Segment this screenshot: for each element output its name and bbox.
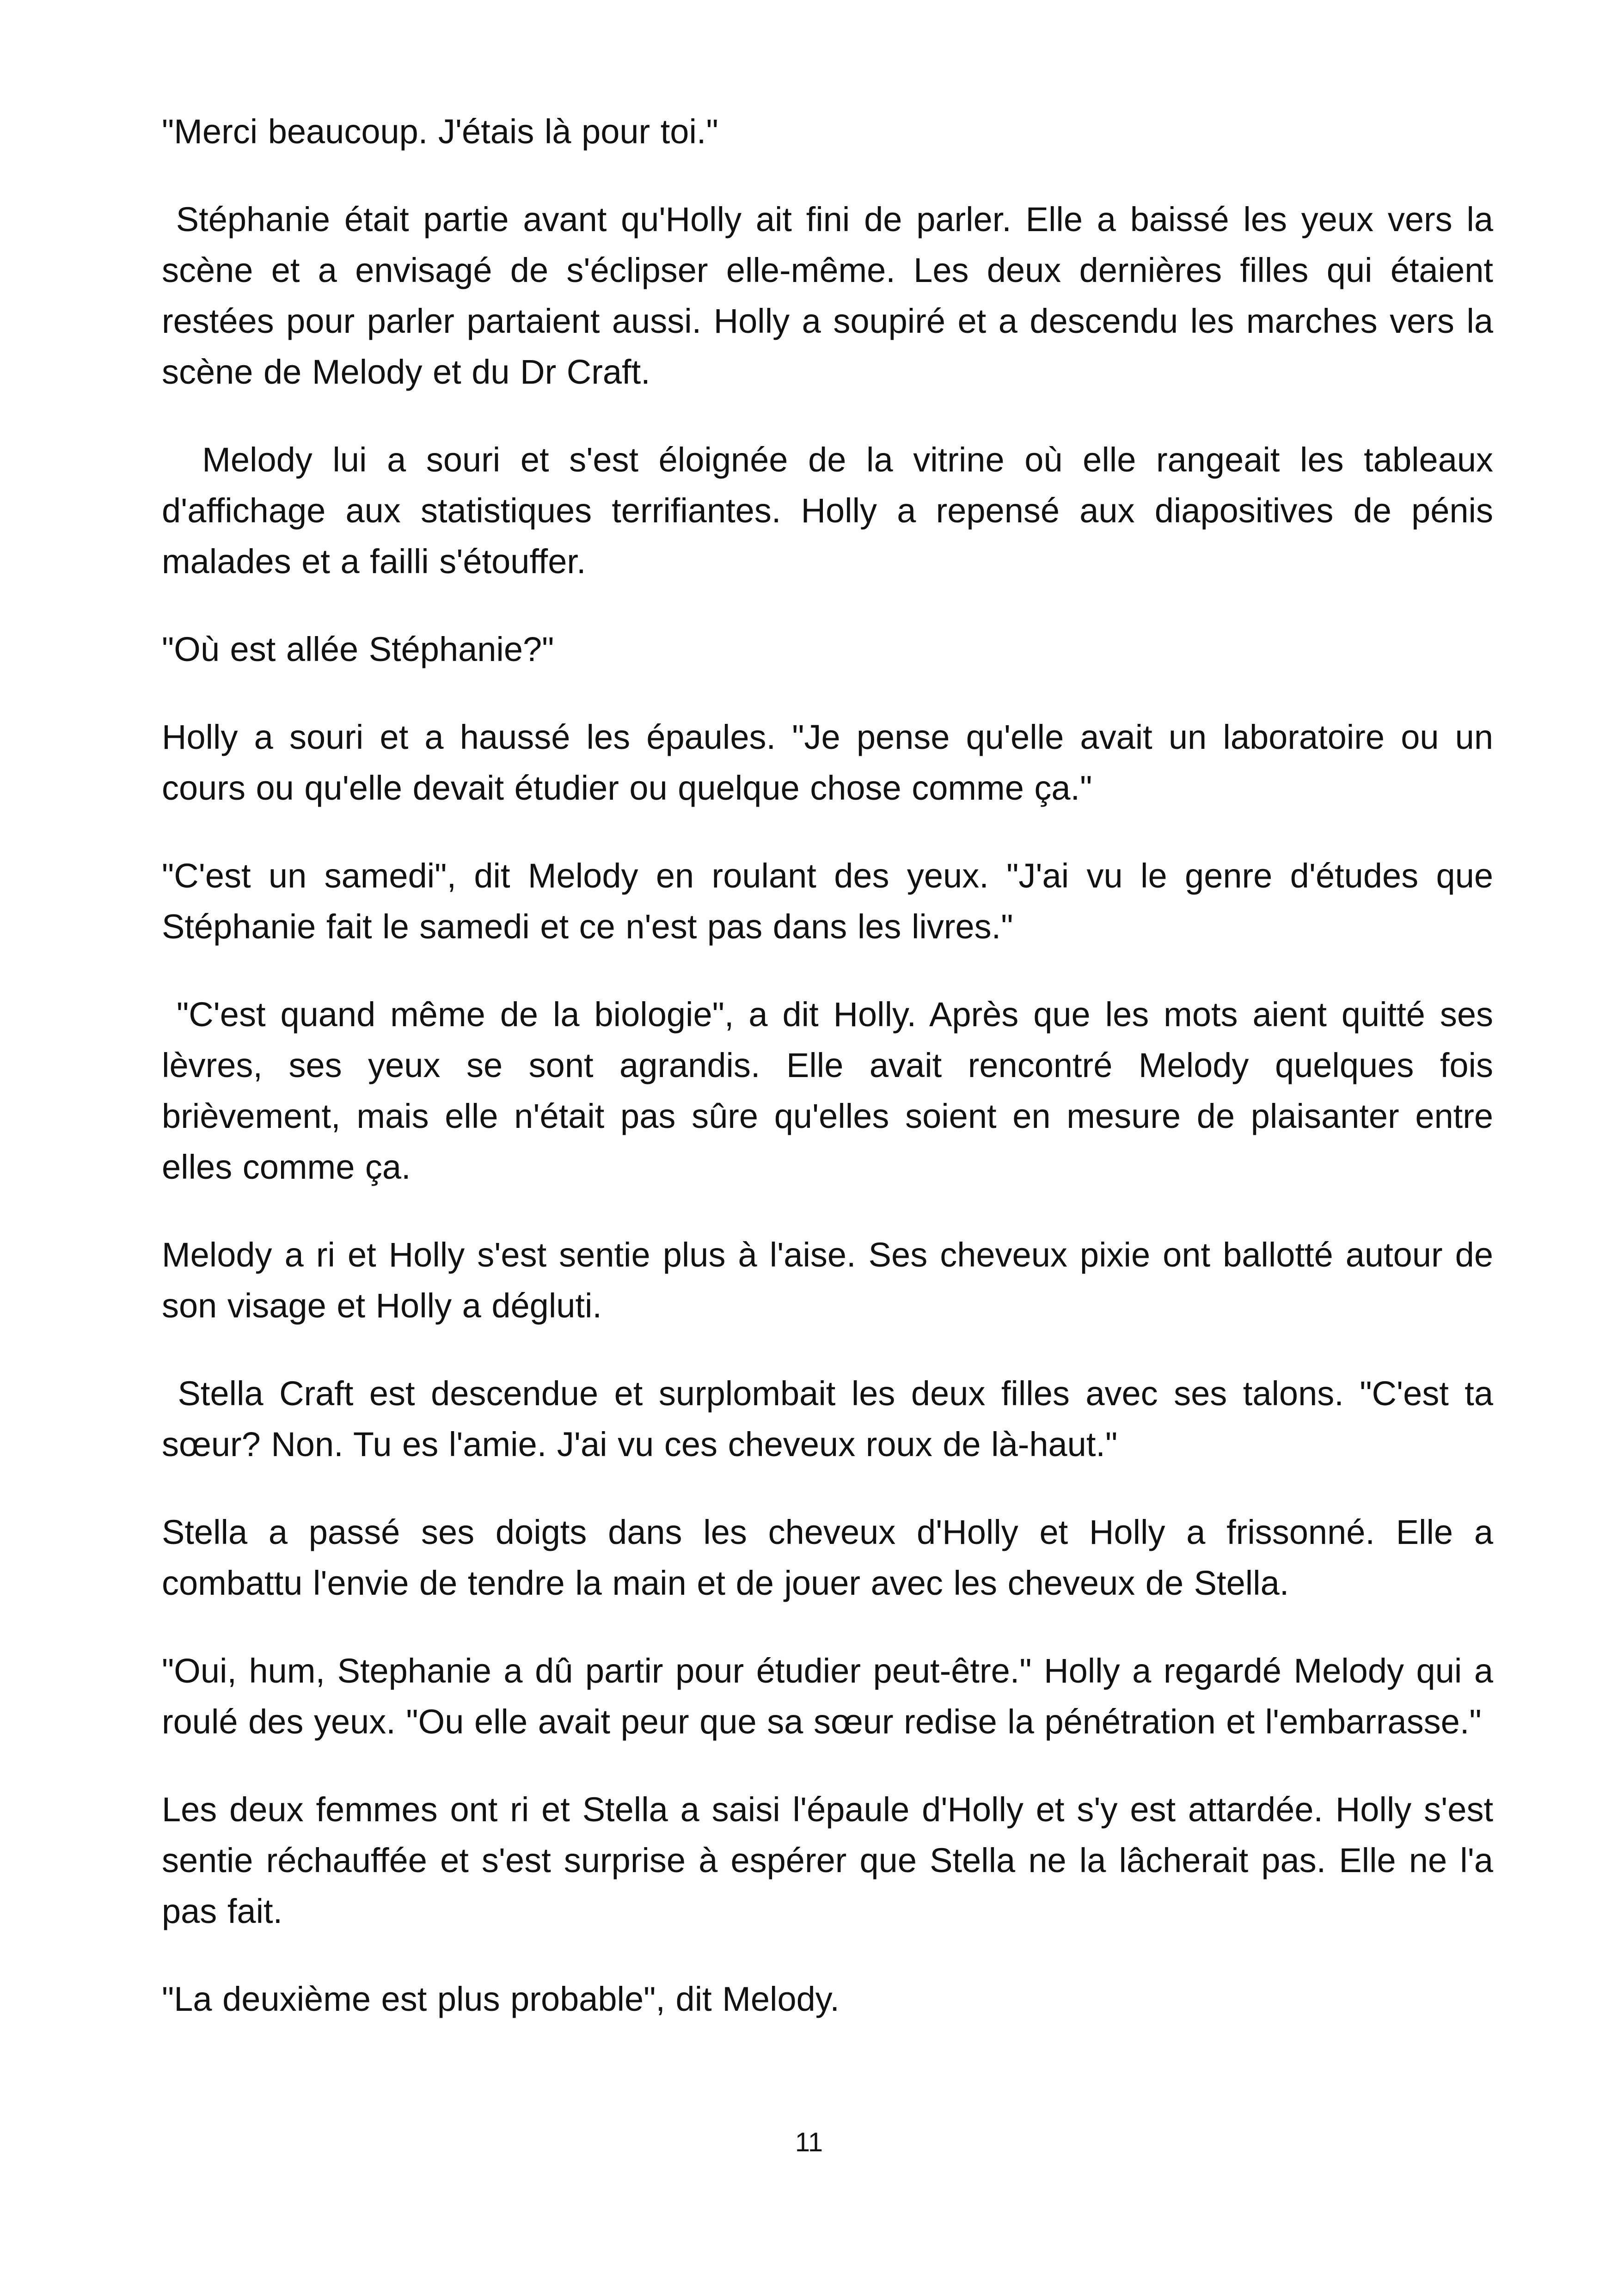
paragraph: "Oui, hum, Stephanie a dû partir pour étudier peut-être." Holly a regardé Melody qui a roulé des yeux. "Ou elle avait peur que sa sœur redise la pénétration et l'embarrasse." xyxy=(162,1652,1504,1741)
paragraph: "Où est allée Stéphanie?" xyxy=(162,630,554,668)
body-text xyxy=(162,106,1504,2062)
paragraph: "Merci beaucoup. J'étais là pour toi." xyxy=(162,112,718,151)
paragraph: "C'est quand même de la biologie", a dit Holly. Après que les mots aient quitté ses lèvres, ses yeux se sont agrandis. Elle avait rencontré Melody quelques fois brièvement, mais elle n'était pas sûre qu'elles soient en mesure de plaisanter entre elles comme ça. xyxy=(162,995,1504,1186)
paragraph: Stella a passé ses doigts dans les cheveux d'Holly et Holly a frissonné. Elle a combattu l'envie de tendre la main et de jouer avec les cheveux de Stella. xyxy=(162,1513,1504,1602)
paragraph: Les deux femmes ont ri et Stella a saisi l'épaule d'Holly et s'y est attardée. Holly s'est sentie réchauffée et s'est surprise à espérer que Stella ne la lâcherait pas. Elle ne l'a pas fait. xyxy=(162,1790,1504,1930)
paragraph: "La deuxième est plus probable", dit Melody. xyxy=(162,1980,840,2018)
paragraph: Melody lui a souri et s'est éloignée de la vitrine où elle rangeait les tableaux d'affichage aux statistiques terrifiantes. Holly a repensé aux diapositives de pénis malades et a failli s'étouffer. xyxy=(162,441,1504,581)
page-number: 11 xyxy=(795,2127,823,2157)
paragraph: Melody a ri et Holly s'est sentie plus à l'aise. Ses cheveux pixie ont ballotté autour de son visage et Holly a dégluti. xyxy=(162,1236,1504,1325)
paragraph: Stella Craft est descendue et surplombait les deux filles avec ses talons. "C'est ta sœur? Non. Tu es l'amie. J'ai vu ces cheveux roux de là-haut." xyxy=(162,1374,1504,1463)
paragraph: Holly a souri et a haussé les épaules. "Je pense qu'elle avait un laboratoire ou un cours ou qu'elle devait étudier ou quelque chose comme ça." xyxy=(162,718,1504,807)
paragraph: "C'est un samedi", dit Melody en roulant des yeux. "J'ai vu le genre d'études que Stéphanie fait le samedi et ce n'est pas dans les livres." xyxy=(162,857,1504,946)
paragraph: Stéphanie était partie avant qu'Holly ait fini de parler. Elle a baissé les yeux vers la scène et a envisagé de s'éclipser elle-même. Les deux dernières filles qui étaient restées pour parler partaient aussi. Holly a soupiré et a descendu les marches vers la scène de Melody et du Dr Craft. xyxy=(162,200,1504,391)
